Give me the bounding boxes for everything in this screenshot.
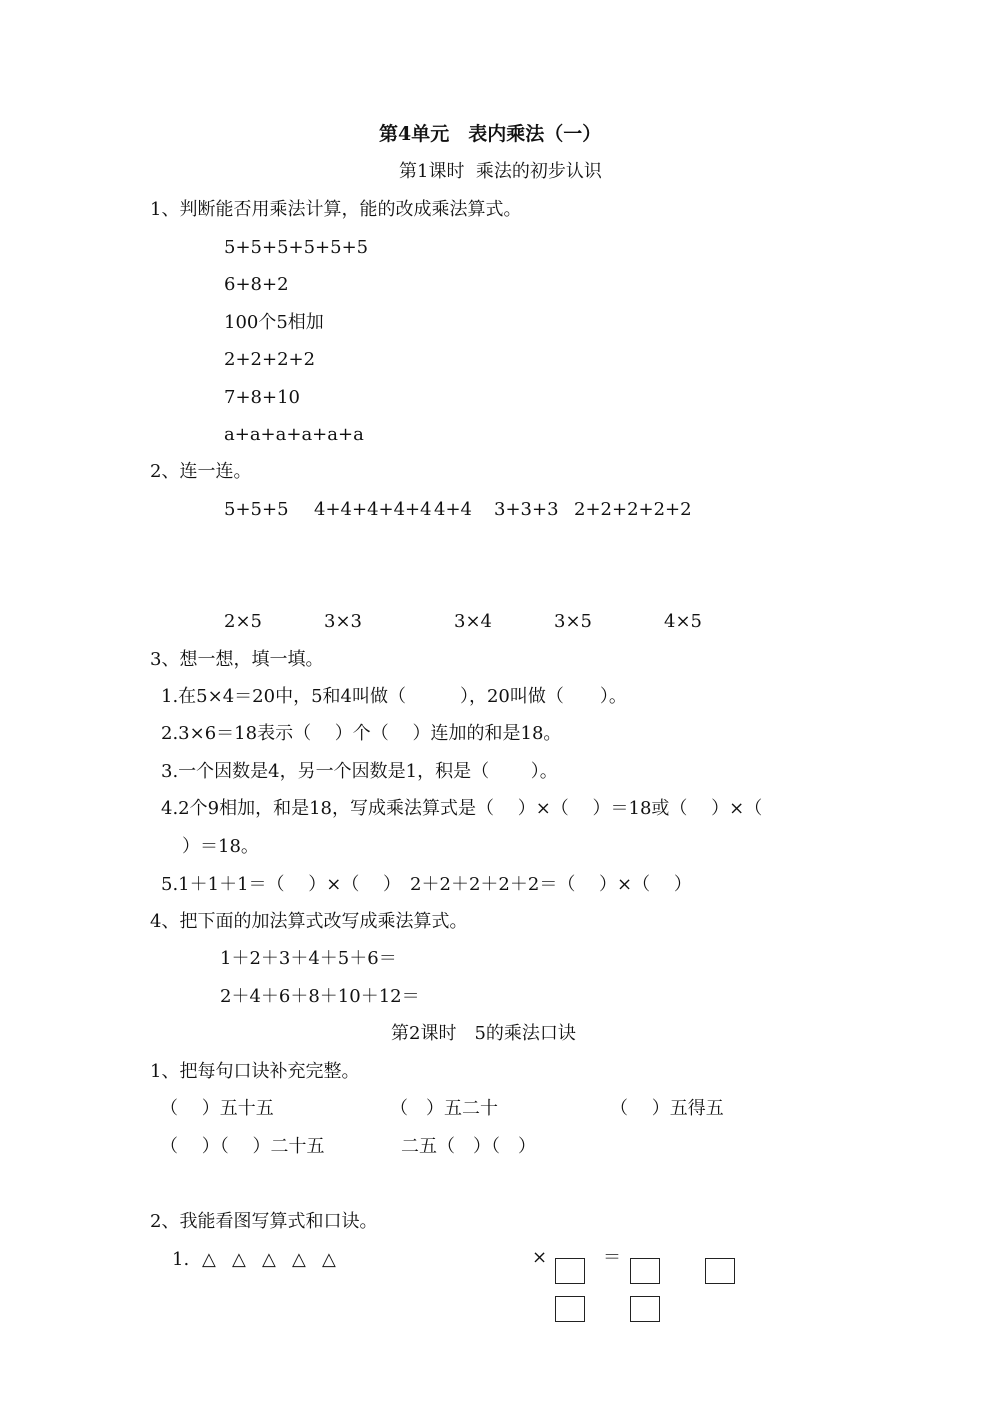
q2-prompt: 2、连一连。 — [150, 461, 252, 482]
q4-item: 1＋2＋3＋4＋5＋6＝ — [220, 948, 397, 969]
lesson1-heading: 第1课时 乘法的初步认识 — [399, 161, 602, 182]
q1-prompt: 1、判断能否用乘法计算，能的改成乘法算式。 — [150, 199, 522, 220]
match-bottom-item: 2×5 — [224, 611, 262, 632]
answer-box[interactable] — [630, 1296, 660, 1322]
rhyme-item: （ ）（ ）二十五 — [160, 1136, 325, 1157]
triangle-icon: △ — [262, 1249, 276, 1270]
unit-title: 第4单元 表内乘法（一） — [379, 123, 602, 145]
q3-item: 3.一个因数是4，另一个因数是1，积是（ ）。 — [161, 761, 558, 782]
q3-item: ）＝18。 — [182, 836, 259, 857]
match-bottom-item: 4×5 — [664, 611, 702, 632]
match-top-item: 2+2+2+2+2 — [574, 499, 692, 520]
q1-item: 7+8+10 — [224, 387, 300, 408]
l2-q2-prompt: 2、我能看图写算式和口诀。 — [150, 1211, 378, 1232]
equals-sign: ＝ — [603, 1247, 621, 1268]
answer-box[interactable] — [555, 1296, 585, 1322]
rhyme-item: （ ）五二十 — [390, 1098, 498, 1119]
l2-q1-prompt: 1、把每句口诀补充完整。 — [150, 1061, 360, 1082]
q1-item: 5+5+5+5+5+5 — [224, 237, 369, 258]
q3-item: 2.3×6＝18表示（ ）个（ ）连加的和是18。 — [161, 723, 562, 744]
triangle-icon: △ — [232, 1249, 246, 1270]
rhyme-item: （ ）五十五 — [160, 1098, 274, 1119]
match-top-item: 3+3+3 — [494, 499, 559, 520]
q4-item: 2＋4＋6＋8＋10＋12＝ — [220, 986, 420, 1007]
q3-item: 1.在5×4＝20中，5和4叫做（ ），20叫做（ ）。 — [161, 686, 627, 707]
triangle-icon: △ — [292, 1249, 306, 1270]
times-sign: × — [532, 1247, 548, 1268]
answer-box[interactable] — [705, 1258, 735, 1284]
rhyme-item: （ ）五得五 — [610, 1098, 724, 1119]
q1-item: 100个5相加 — [224, 312, 324, 333]
triangle-icon: △ — [322, 1249, 336, 1270]
q3-item: 5.1＋1＋1＝（ ）×（ ） 2＋2＋2＋2＋2＝（ ）×（ ） — [161, 874, 692, 895]
item-number: 1. — [172, 1249, 190, 1270]
answer-box[interactable] — [630, 1258, 660, 1284]
q3-prompt: 3、想一想，填一填。 — [150, 649, 324, 670]
q1-item: 2+2+2+2 — [224, 349, 316, 370]
q1-item: 6+8+2 — [224, 274, 289, 295]
match-bottom-item: 3×3 — [324, 611, 362, 632]
match-bottom-item: 3×4 — [454, 611, 492, 632]
answer-box[interactable] — [555, 1258, 585, 1284]
match-bottom-item: 3×5 — [554, 611, 592, 632]
triangle-icon: △ — [202, 1249, 216, 1270]
match-top-item: 4+4+4+4+4 — [314, 499, 432, 520]
lesson2-heading: 第2课时 5的乘法口诀 — [391, 1023, 576, 1044]
q3-item: 4.2个9相加，和是18，写成乘法算式是（ ）×（ ）＝18或（ ）×（ — [161, 798, 763, 819]
q1-item: a+a+a+a+a+a — [224, 424, 364, 445]
match-top-item: 5+5+5 — [224, 499, 289, 520]
match-top-item: 4+4 — [434, 499, 472, 520]
q4-prompt: 4、把下面的加法算式改写成乘法算式。 — [150, 911, 468, 932]
rhyme-item: 二五（ ）（ ） — [401, 1136, 536, 1157]
